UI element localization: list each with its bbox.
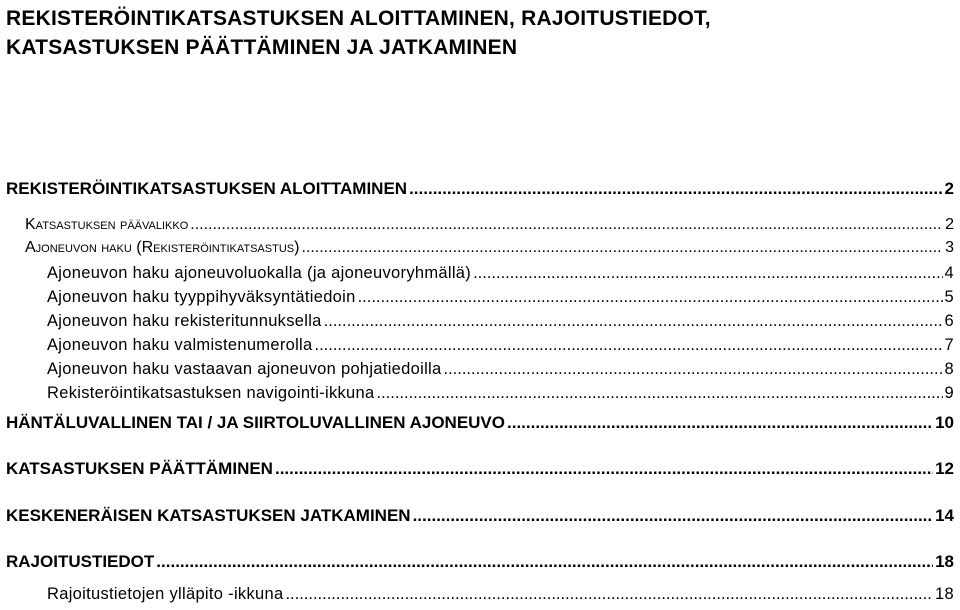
toc-dot-leader — [507, 413, 933, 433]
toc-dot-leader — [275, 459, 933, 479]
toc-dot-leader — [324, 312, 943, 331]
toc-dot-leader — [285, 585, 933, 604]
toc-entry-label: Rajoitustietojen ylläpito -ikkuna — [47, 585, 284, 603]
document-title-line-2: KATSASTUKSEN PÄÄTTÄMINEN JA JATKAMINEN — [6, 36, 518, 59]
toc-dot-leader — [409, 179, 942, 199]
toc-page-number: 18 — [935, 552, 954, 571]
toc-dot-leader — [301, 239, 943, 257]
toc-page-number: 12 — [935, 459, 954, 478]
toc-entry-label: HÄNTÄLUVALLINEN TAI / JA SIIRTOLUVALLINEN AJONEUVO — [6, 413, 505, 432]
toc-entry[interactable] — [0, 552, 960, 574]
toc-dot-leader — [413, 506, 934, 526]
toc-page-number: 14 — [935, 506, 954, 525]
toc-entry-label: Ajoneuvon haku (Rekisteröintikatsastus) — [25, 239, 300, 256]
toc-entry[interactable] — [0, 459, 960, 481]
toc-page-number: 10 — [935, 413, 954, 432]
toc-entry-label: Ajoneuvon haku ajoneuvoluokalla (ja ajoneuvoryhmällä) — [47, 264, 472, 282]
toc-entry-label: Rekisteröintikatsastuksen navigointi-ikkuna — [47, 384, 375, 402]
toc-entry-label: KESKENERÄISEN KATSASTUKSEN JATKAMINEN — [6, 506, 411, 525]
toc-dot-leader — [473, 264, 942, 283]
toc-entry[interactable] — [0, 384, 960, 406]
toc-entry[interactable] — [0, 288, 960, 310]
toc-dot-leader — [358, 288, 943, 307]
toc-page-number: 2 — [945, 216, 954, 233]
toc-entry-label: KATSASTUKSEN PÄÄTTÄMINEN — [6, 459, 273, 478]
document-title-line-1: REKISTERÖINTIKATSASTUKSEN ALOITTAMINEN, RAJOITUSTIEDOT, — [6, 7, 711, 30]
toc-entry-label: RAJOITUSTIEDOT — [6, 552, 155, 571]
toc-page-number: 2 — [944, 179, 954, 198]
toc-entry[interactable] — [0, 264, 960, 286]
toc-page-number: 8 — [944, 360, 954, 378]
toc-dot-leader — [444, 360, 943, 379]
toc-dot-leader — [190, 216, 943, 234]
toc-entry[interactable] — [0, 179, 960, 201]
toc-page-number: 4 — [944, 264, 954, 282]
toc-dot-leader — [156, 552, 933, 572]
toc-page-number: 6 — [944, 312, 954, 330]
toc-entry-label: Ajoneuvon haku vastaavan ajoneuvon pohjatiedoilla — [47, 360, 442, 378]
toc-page-number: 7 — [944, 336, 954, 354]
toc-entry-label: Katsastuksen päävalikko — [25, 216, 189, 233]
toc-page-number: 5 — [944, 288, 954, 306]
toc-entry-label: REKISTERÖINTIKATSASTUKSEN ALOITTAMINEN — [6, 179, 408, 198]
toc-dot-leader — [376, 384, 942, 403]
document-title — [6, 4, 946, 62]
toc-entry[interactable] — [0, 216, 960, 238]
toc-entry-label: Ajoneuvon haku tyyppihyväksyntätiedoin — [47, 288, 356, 306]
toc-entry[interactable] — [0, 585, 960, 607]
toc-entry-label: Ajoneuvon haku rekisteritunnuksella — [47, 312, 322, 330]
toc-entry-label: Ajoneuvon haku valmistenumerolla — [47, 336, 313, 354]
toc-entry[interactable] — [0, 336, 960, 358]
toc-page-number: 9 — [944, 384, 954, 402]
toc-page-number: 18 — [935, 585, 954, 603]
toc-entry[interactable] — [0, 312, 960, 334]
toc-entry[interactable] — [0, 239, 960, 261]
toc-page-number: 3 — [945, 239, 954, 256]
toc-entry[interactable] — [0, 506, 960, 528]
toc-entry[interactable] — [0, 413, 960, 435]
toc-entry[interactable] — [0, 360, 960, 382]
toc-dot-leader — [315, 336, 943, 355]
